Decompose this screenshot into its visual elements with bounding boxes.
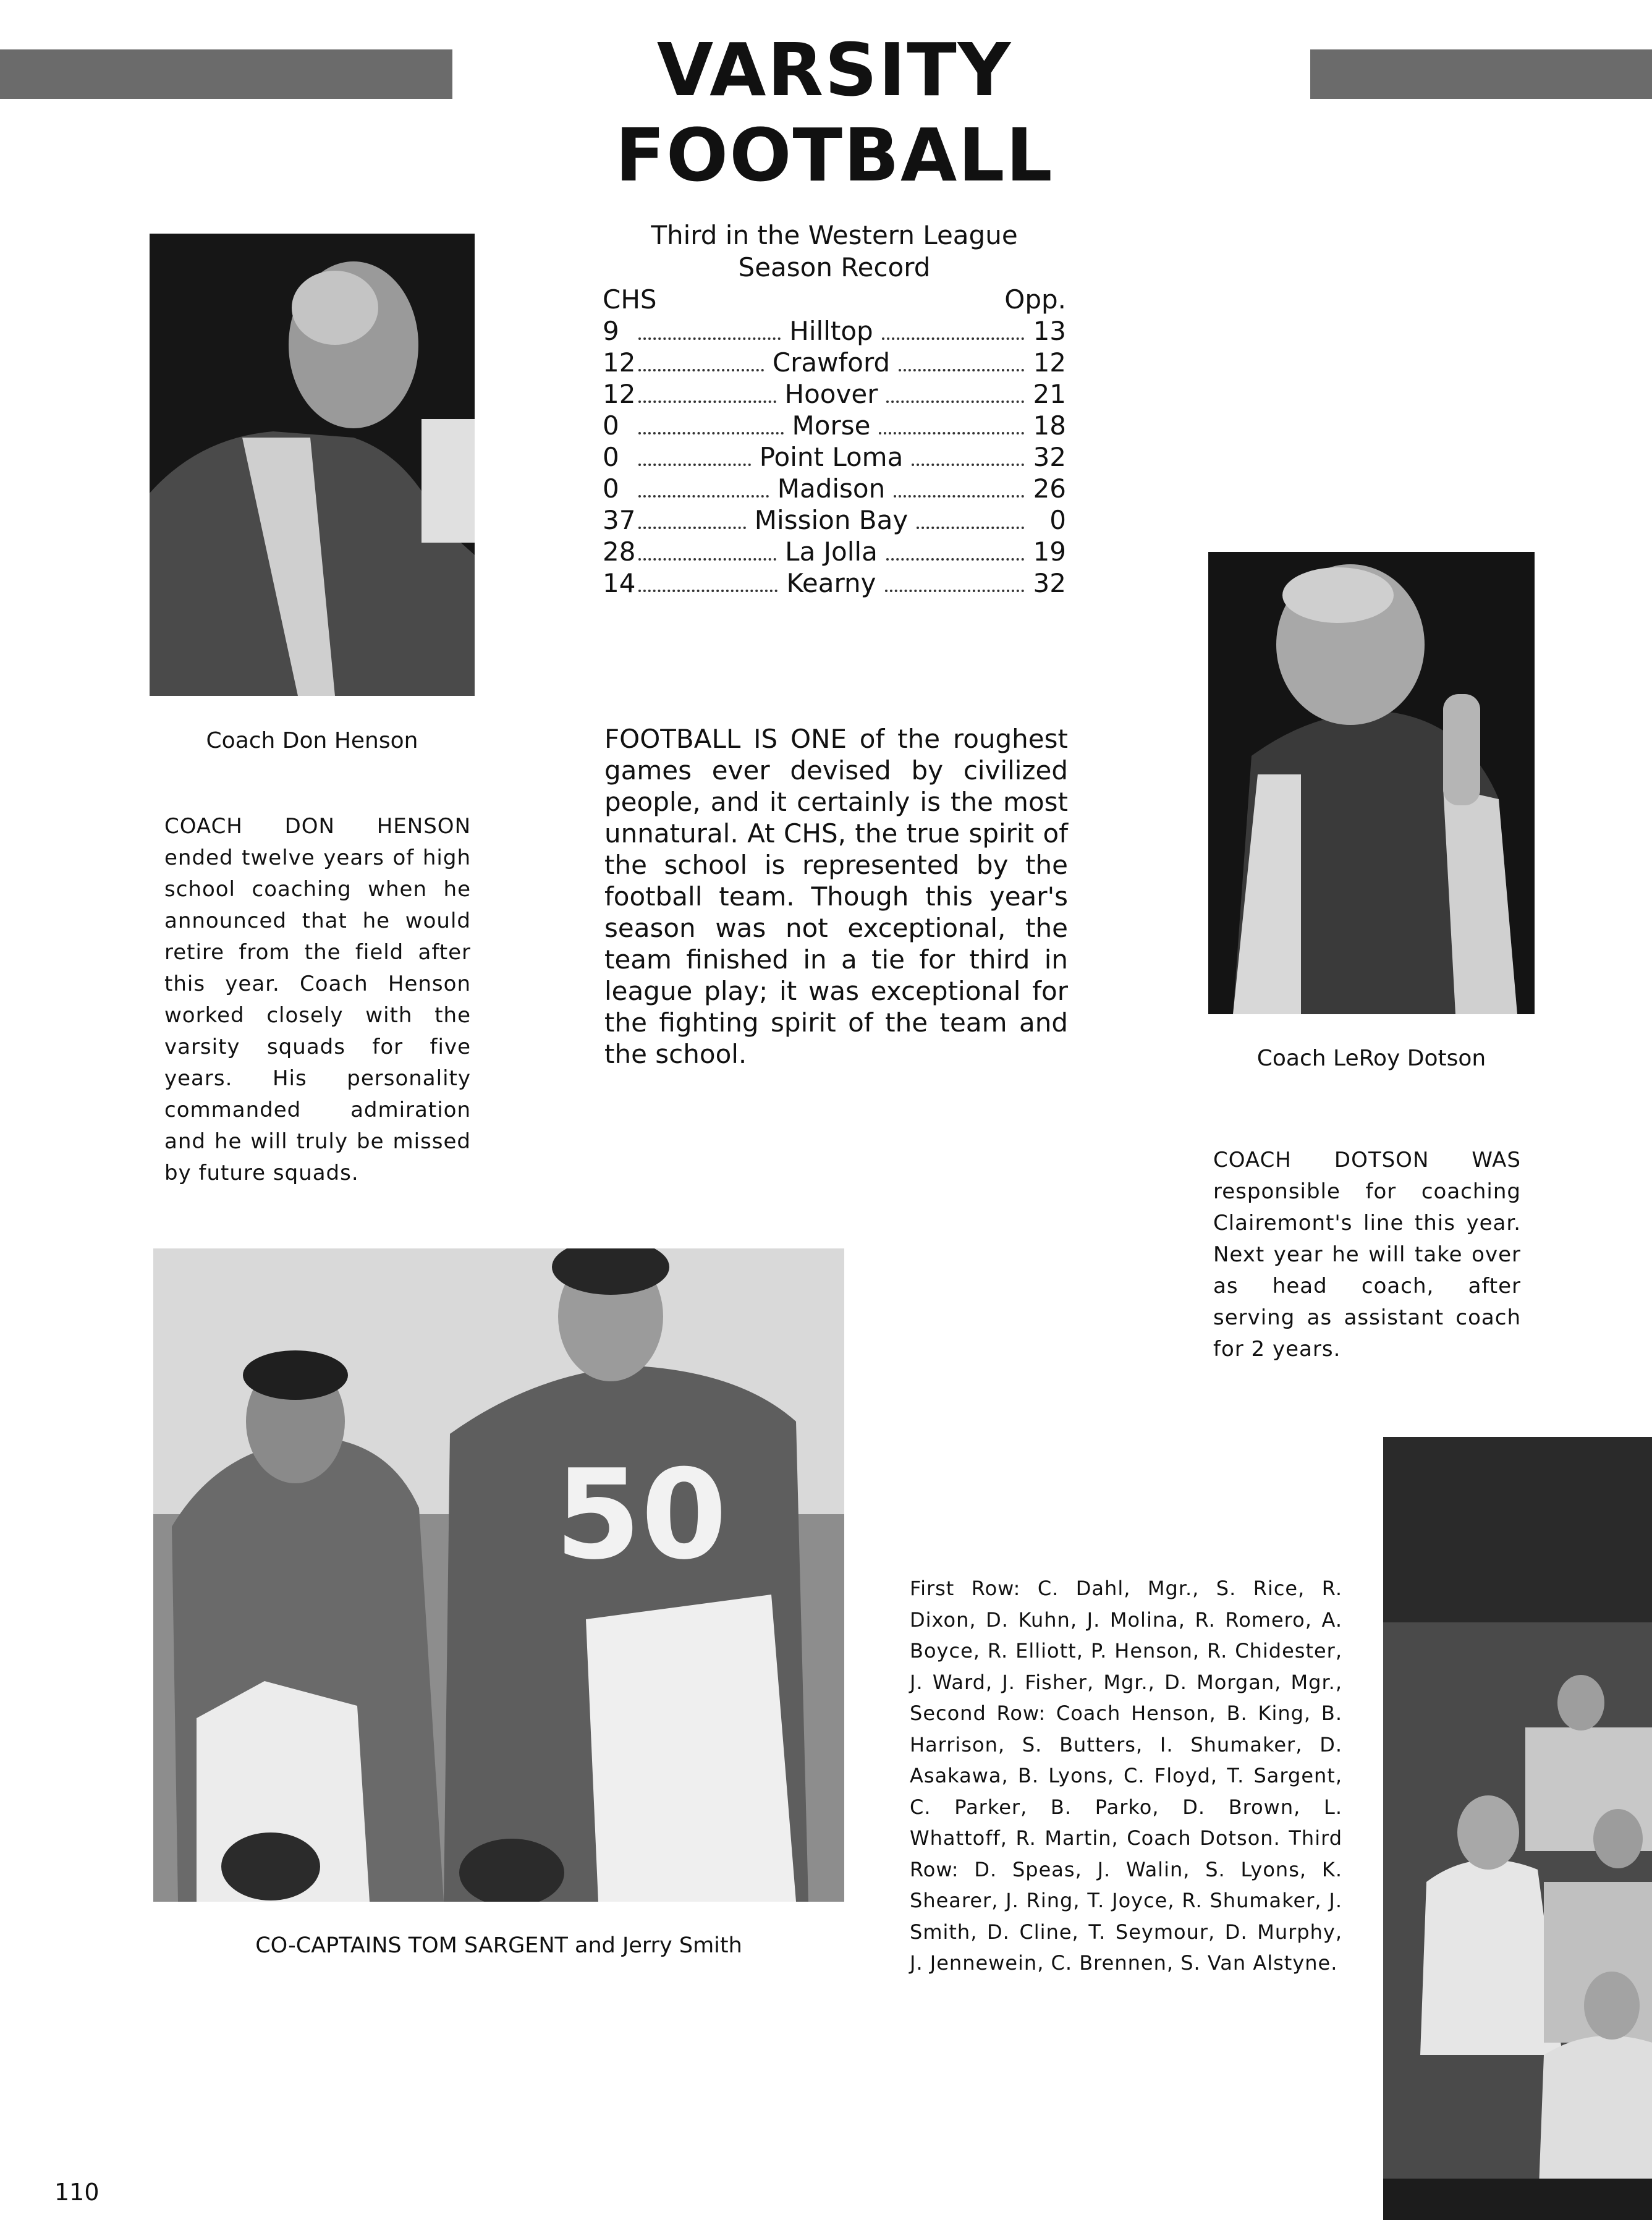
record-opp-score: 32 <box>1033 568 1066 598</box>
main-article-text: FOOTBALL IS ONE of the roughest games ever devised by civilized people, and it certainly is the most unnatural. At CHS, the true spirit of the school is represented by the football team. Though this year's season was not exceptional, the team finished in a tie for third in league play; it was exceptional for the fighting spirit of the team and the school. <box>604 724 1068 1069</box>
record-chs-score: 28 <box>603 536 636 567</box>
record-leader-dots <box>912 464 1024 466</box>
record-opponent: Crawford <box>772 347 891 378</box>
record-opponent: Mission Bay <box>754 505 909 535</box>
coach-henson-bio: COACH DON HENSON ended twelve years of high school coaching when he announced that he would retire from the field after this year. Coach Henson worked closely with the varsity squads for five years. His personality commanded admiration and he will truly be missed by future squads. <box>164 814 471 1185</box>
record-opponent: Madison <box>777 473 886 504</box>
record-rows <box>603 316 1066 599</box>
record-leader-dots <box>638 590 777 592</box>
coach-dotson-photo <box>1208 552 1535 1014</box>
record-leader-dots <box>899 369 1024 371</box>
record-opponent: Kearny <box>786 568 876 598</box>
record-chs-score: 9 <box>603 316 619 346</box>
record-chs-score: 0 <box>603 410 619 441</box>
season-record <box>603 219 1066 599</box>
record-row <box>603 442 1066 473</box>
record-leader-dots <box>638 527 746 529</box>
record-row <box>603 347 1066 379</box>
record-chs-score: 12 <box>603 379 636 409</box>
page-number: 110 <box>54 2179 100 2206</box>
team-photo <box>1383 1437 1652 2220</box>
record-chs-score: 37 <box>603 505 636 535</box>
record-row <box>603 316 1066 347</box>
coach-dotson-caption: Coach LeRoy Dotson <box>1256 1046 1486 1071</box>
header-bar-right <box>1310 49 1652 99</box>
record-opp-score: 0 <box>1049 505 1067 535</box>
record-column-headers <box>603 284 1066 316</box>
record-opponent: Hoover <box>784 379 878 409</box>
coach-dotson-bio: COACH DOTSON WAS responsible for coaching Clairemont's line this year. Next year he will take over as head coach, after serving as assistant coach for 2 years. <box>1213 1148 1521 1362</box>
record-leader-dots <box>879 432 1024 434</box>
record-leader-dots <box>894 495 1024 498</box>
record-opp-score: 18 <box>1033 410 1066 441</box>
record-opp-score: 21 <box>1033 379 1066 409</box>
record-chs-score: 0 <box>603 473 619 504</box>
record-chs-score: 0 <box>603 442 619 472</box>
record-leader-dots <box>638 464 751 466</box>
record-chs-score: 14 <box>603 568 636 598</box>
record-opponent: Hilltop <box>789 316 873 346</box>
record-row <box>603 410 1066 442</box>
record-col-opp: Opp. <box>1004 284 1066 315</box>
record-chs-score: 12 <box>603 347 636 378</box>
record-opp-score: 26 <box>1033 473 1067 504</box>
svg-text:50: 50 <box>555 1443 727 1587</box>
record-leader-dots <box>638 495 769 498</box>
record-col-chs: CHS <box>603 284 657 315</box>
record-leader-dots <box>885 590 1024 592</box>
record-leader-dots <box>638 558 776 561</box>
record-row <box>603 505 1066 536</box>
record-leader-dots <box>917 527 1024 529</box>
record-opp-score: 32 <box>1033 442 1067 472</box>
header-bar-left <box>0 49 452 99</box>
record-row <box>603 473 1066 505</box>
record-row <box>603 536 1066 568</box>
record-row <box>603 568 1066 599</box>
record-leader-dots <box>886 558 1024 561</box>
record-opponent: La Jolla <box>785 536 878 567</box>
coach-henson-caption: Coach Don Henson <box>206 728 418 753</box>
record-leader-dots <box>882 337 1024 340</box>
record-row <box>603 379 1066 410</box>
record-heading-league: Third in the Western League <box>651 220 1018 250</box>
record-opponent: Morse <box>792 410 871 441</box>
cocaptains-caption: CO-CAPTAINS TOM SARGENT and Jerry Smith <box>255 1933 742 1958</box>
record-opponent: Point Loma <box>759 442 904 472</box>
team-roster-text: First Row: C. Dahl, Mgr., S. Rice, R. Dixon, D. Kuhn, J. Molina, R. Romero, A. Boyce, R. Elliott, P. Henson, R. Chidester, J. Ward, J. Fisher, Mgr., D. Morgan, Mgr., Second Row: Coach Henson, B. King, B. Harrison, S. Butters, I. Shumaker, D. Asakawa, B. Lyons, C. Floyd, T. Sargent, C. Parker, B. Parko, D. Brown, L. Whattoff, R. Martin, Coach Dotson. Third Row: D. Speas, J. Walin, S. Lyons, K. Shearer, J. Ring, T. Joyce, R. Shumaker, J. Smith, D. Cline, T. Seymour, D. Murphy, J. Jennewein, C. Brennen, S. Van Alstyne. <box>910 1577 1342 1975</box>
record-opp-score: 19 <box>1033 536 1066 567</box>
record-leader-dots <box>638 337 781 340</box>
record-leader-dots <box>638 400 776 403</box>
record-leader-dots <box>638 432 784 434</box>
record-opp-score: 12 <box>1033 347 1067 378</box>
cocaptains-photo <box>153 1248 844 1902</box>
record-opp-score: 13 <box>1033 316 1067 346</box>
page-title: VARSITY FOOTBALL <box>615 27 1054 198</box>
record-heading-title: Season Record <box>738 252 931 282</box>
coach-henson-photo <box>150 234 475 696</box>
record-leader-dots <box>886 400 1024 403</box>
record-leader-dots <box>638 369 764 371</box>
